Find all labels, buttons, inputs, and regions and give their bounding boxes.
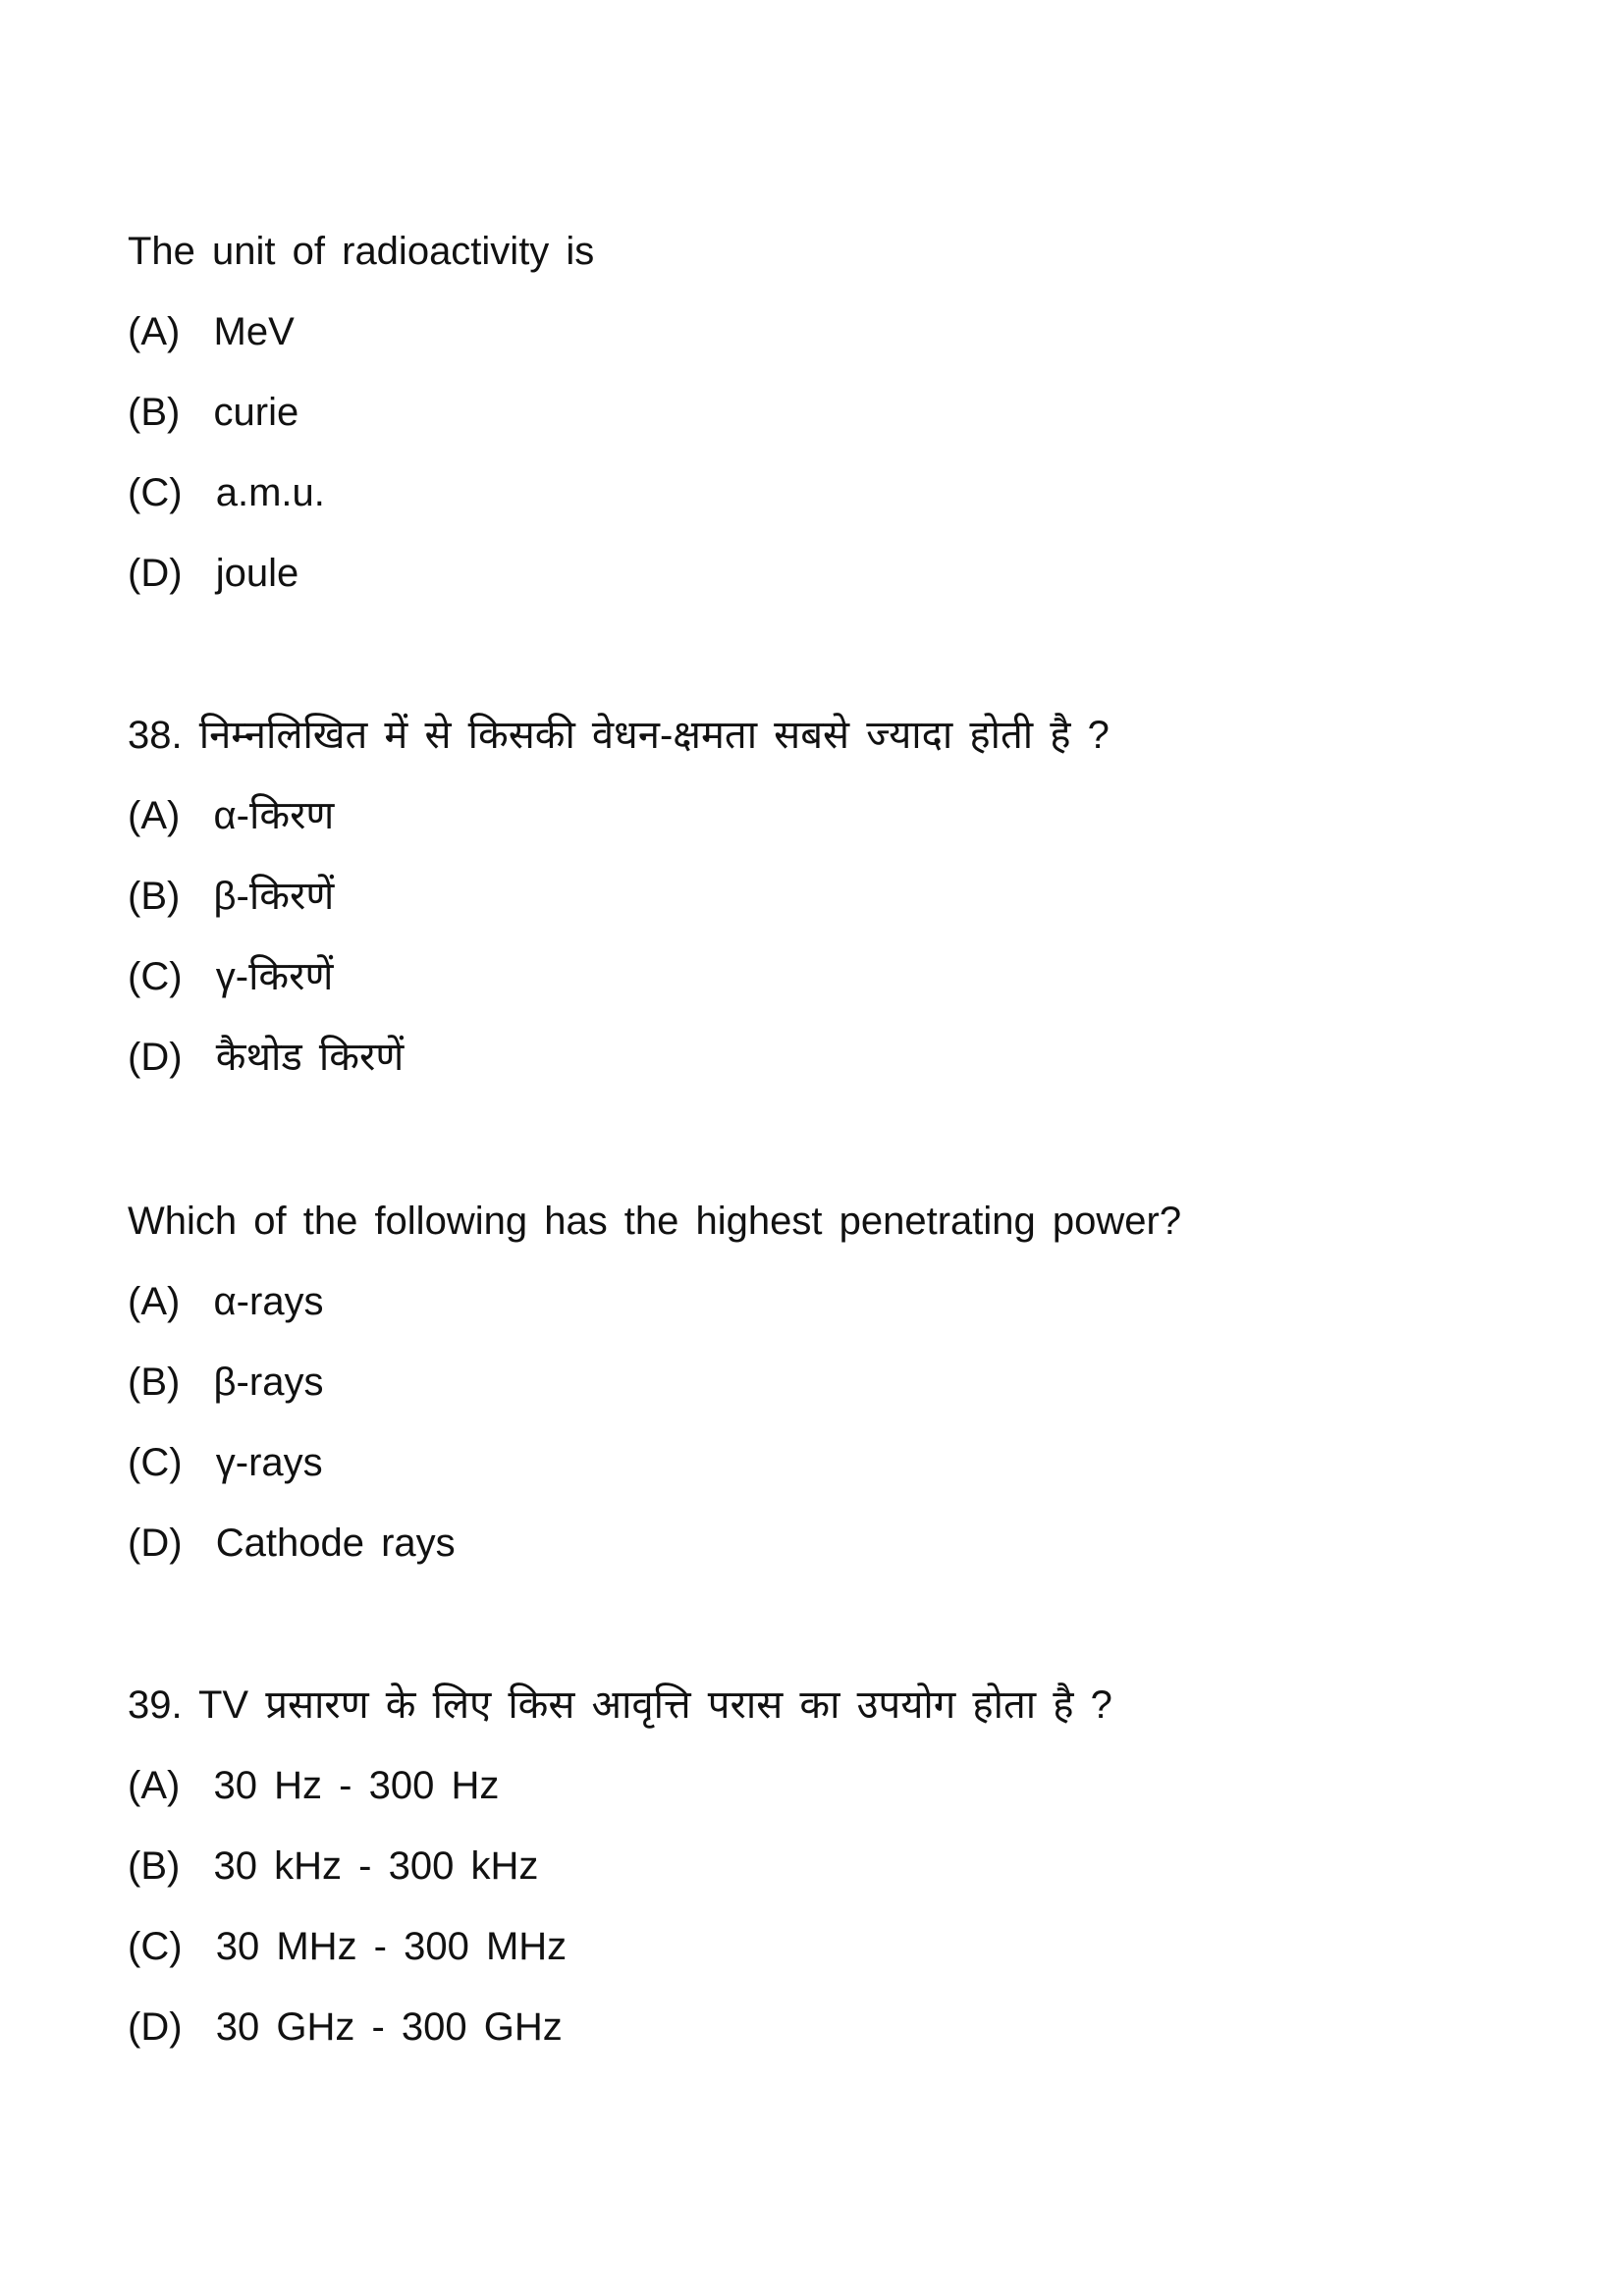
option-c: (C) γ-rays — [128, 1441, 323, 1484]
option-a: (A) 30 Hz - 300 Hz — [128, 1764, 500, 1807]
question-text: Which of the following has the highest penetrating power? — [128, 1200, 1182, 1243]
option-c: (C) 30 MHz - 300 MHz — [128, 1925, 568, 1968]
option-b: (B) 30 kHz - 300 kHz — [128, 1844, 539, 1888]
option-c: (C) γ-किरणें — [128, 955, 334, 998]
option-b: (B) β-किरणें — [128, 875, 335, 918]
option-b: (B) β-rays — [128, 1361, 324, 1404]
question-text: 39. TV प्रसारण के लिए किस आवृत्ति परास का उपयोग होता है ? — [128, 1683, 1112, 1727]
option-b: (B) curie — [128, 391, 299, 434]
option-d: (D) कैथोड किरणें — [128, 1036, 405, 1079]
option-d: (D) Cathode rays — [128, 1522, 456, 1565]
question-text: The unit of radioactivity is — [128, 230, 595, 273]
option-d: (D) joule — [128, 552, 299, 595]
option-a: (A) α-rays — [128, 1280, 324, 1323]
option-d: (D) 30 GHz - 300 GHz — [128, 2005, 563, 2049]
option-a: (A) α-किरण — [128, 794, 335, 837]
question-text: 38. निम्नलिखित में से किसकी वेधन-क्षमता सबसे ज्यादा होती है ? — [128, 714, 1110, 757]
option-c: (C) a.m.u. — [128, 471, 325, 514]
option-a: (A) MeV — [128, 310, 295, 353]
